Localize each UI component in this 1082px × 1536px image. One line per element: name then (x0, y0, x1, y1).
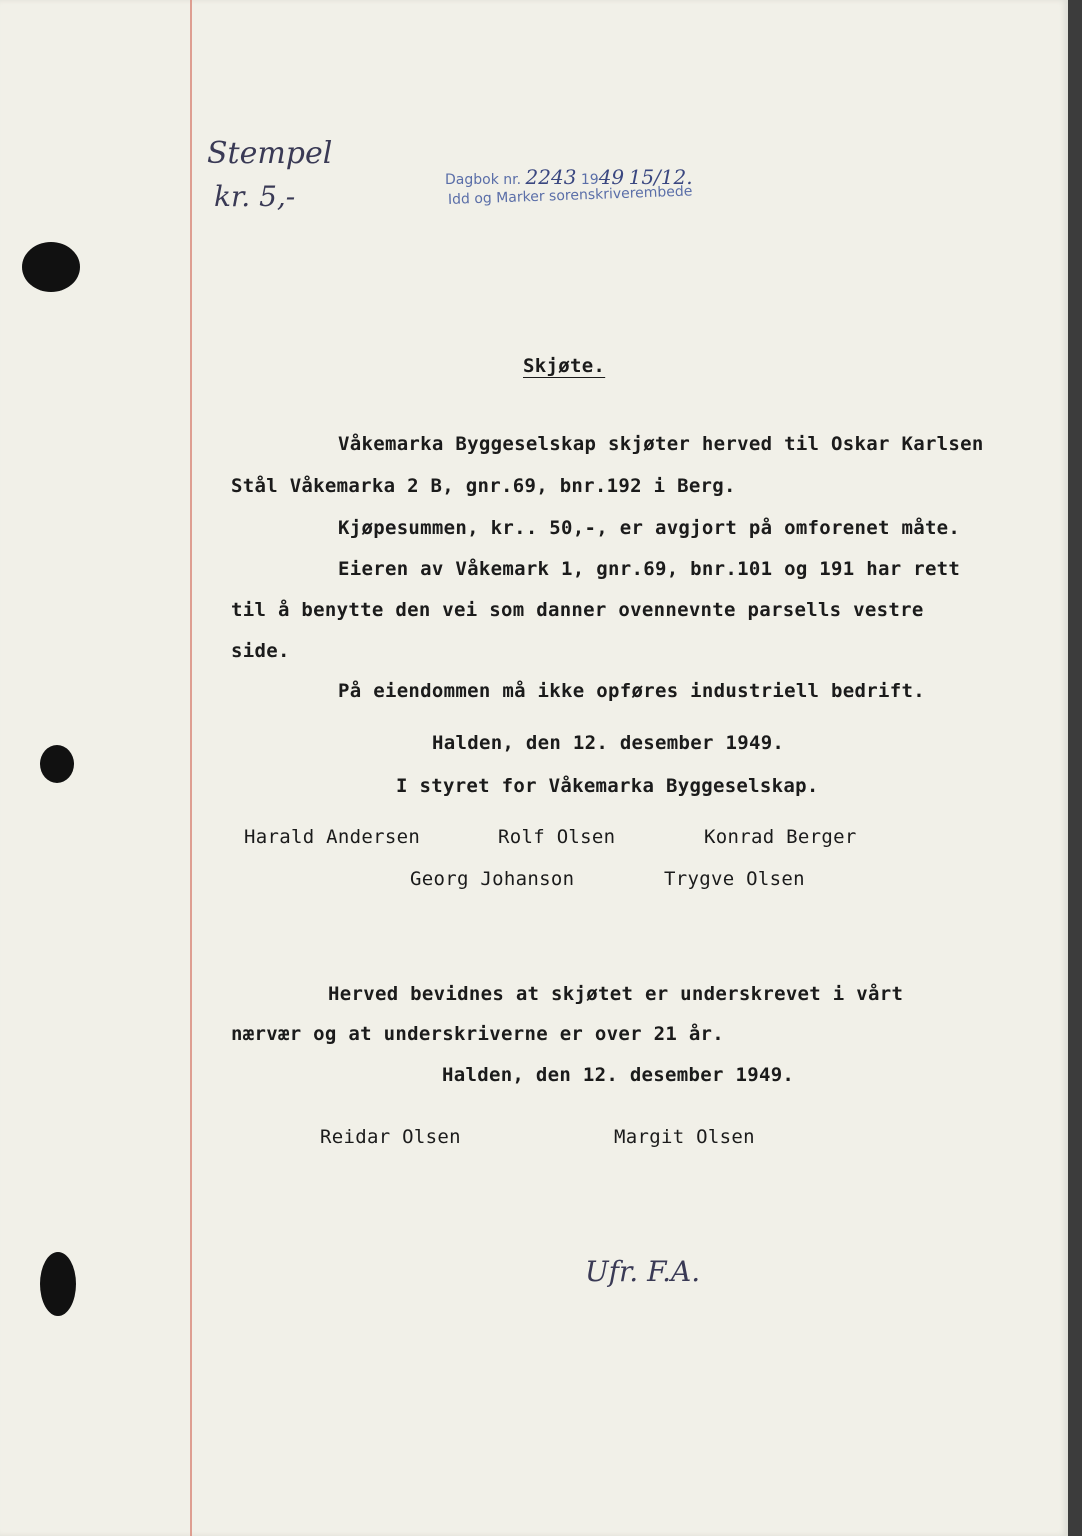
witness-place-date: Halden, den 12. desember 1949. (442, 1064, 795, 1086)
board-signature: Georg Johanson (410, 868, 575, 890)
body-line: Kjøpesummen, kr.. 50,-, er avgjort på omforenet måte. (338, 517, 961, 539)
registry-year-prefix: 19 (580, 172, 599, 188)
board-signature: Harald Andersen (244, 826, 421, 848)
handwritten-initials: Ufr. F.A. (585, 1255, 701, 1288)
body-line: Eieren av Våkemark 1, gnr.69, bnr.101 og 191 har rett (338, 558, 961, 580)
margin-line (190, 0, 192, 1536)
body-line: Våkemarka Byggeselskap skjøter herved til Oskar Karlsen (338, 433, 984, 455)
witness-signature: Reidar Olsen (320, 1126, 461, 1148)
board-line: I styret for Våkemarka Byggeselskap. (396, 775, 819, 797)
registry-number: 2243 (525, 165, 577, 189)
punch-hole-bottom (40, 1252, 76, 1316)
punch-hole-middle (40, 745, 74, 783)
witness-line: Herved bevidnes at skjøtet er underskrevet i vårt (328, 983, 904, 1005)
registry-office: Idd og Marker sorenskriverembede (447, 183, 693, 208)
stamp-duty-amount: kr. 5,- (214, 180, 296, 213)
witness-signature: Margit Olsen (614, 1126, 755, 1148)
document-title: Skjøte. (523, 355, 606, 377)
place-date: Halden, den 12. desember 1949. (432, 732, 785, 754)
registry-date: 15/12. (628, 165, 693, 189)
board-signature: Trygve Olsen (664, 868, 805, 890)
registry-prefix: Dagbok nr. (445, 172, 522, 188)
stamp-duty-note: Stempel (207, 136, 333, 171)
witness-line: nærvær og at underskriverne er over 21 år. (231, 1023, 725, 1045)
punch-hole-top (22, 242, 80, 292)
body-line: Stål Våkemarka 2 B, gnr.69, bnr.192 i Berg. (231, 475, 736, 497)
body-line: side. (231, 640, 290, 662)
body-line: til å benytte den vei som danner ovennevnte parsells vestre (231, 599, 924, 621)
board-signature: Rolf Olsen (498, 826, 616, 848)
body-line: På eiendommen må ikke opføres industriell bedrift. (338, 680, 925, 702)
registry-year: 49 (598, 165, 625, 189)
board-signature: Konrad Berger (704, 826, 857, 848)
